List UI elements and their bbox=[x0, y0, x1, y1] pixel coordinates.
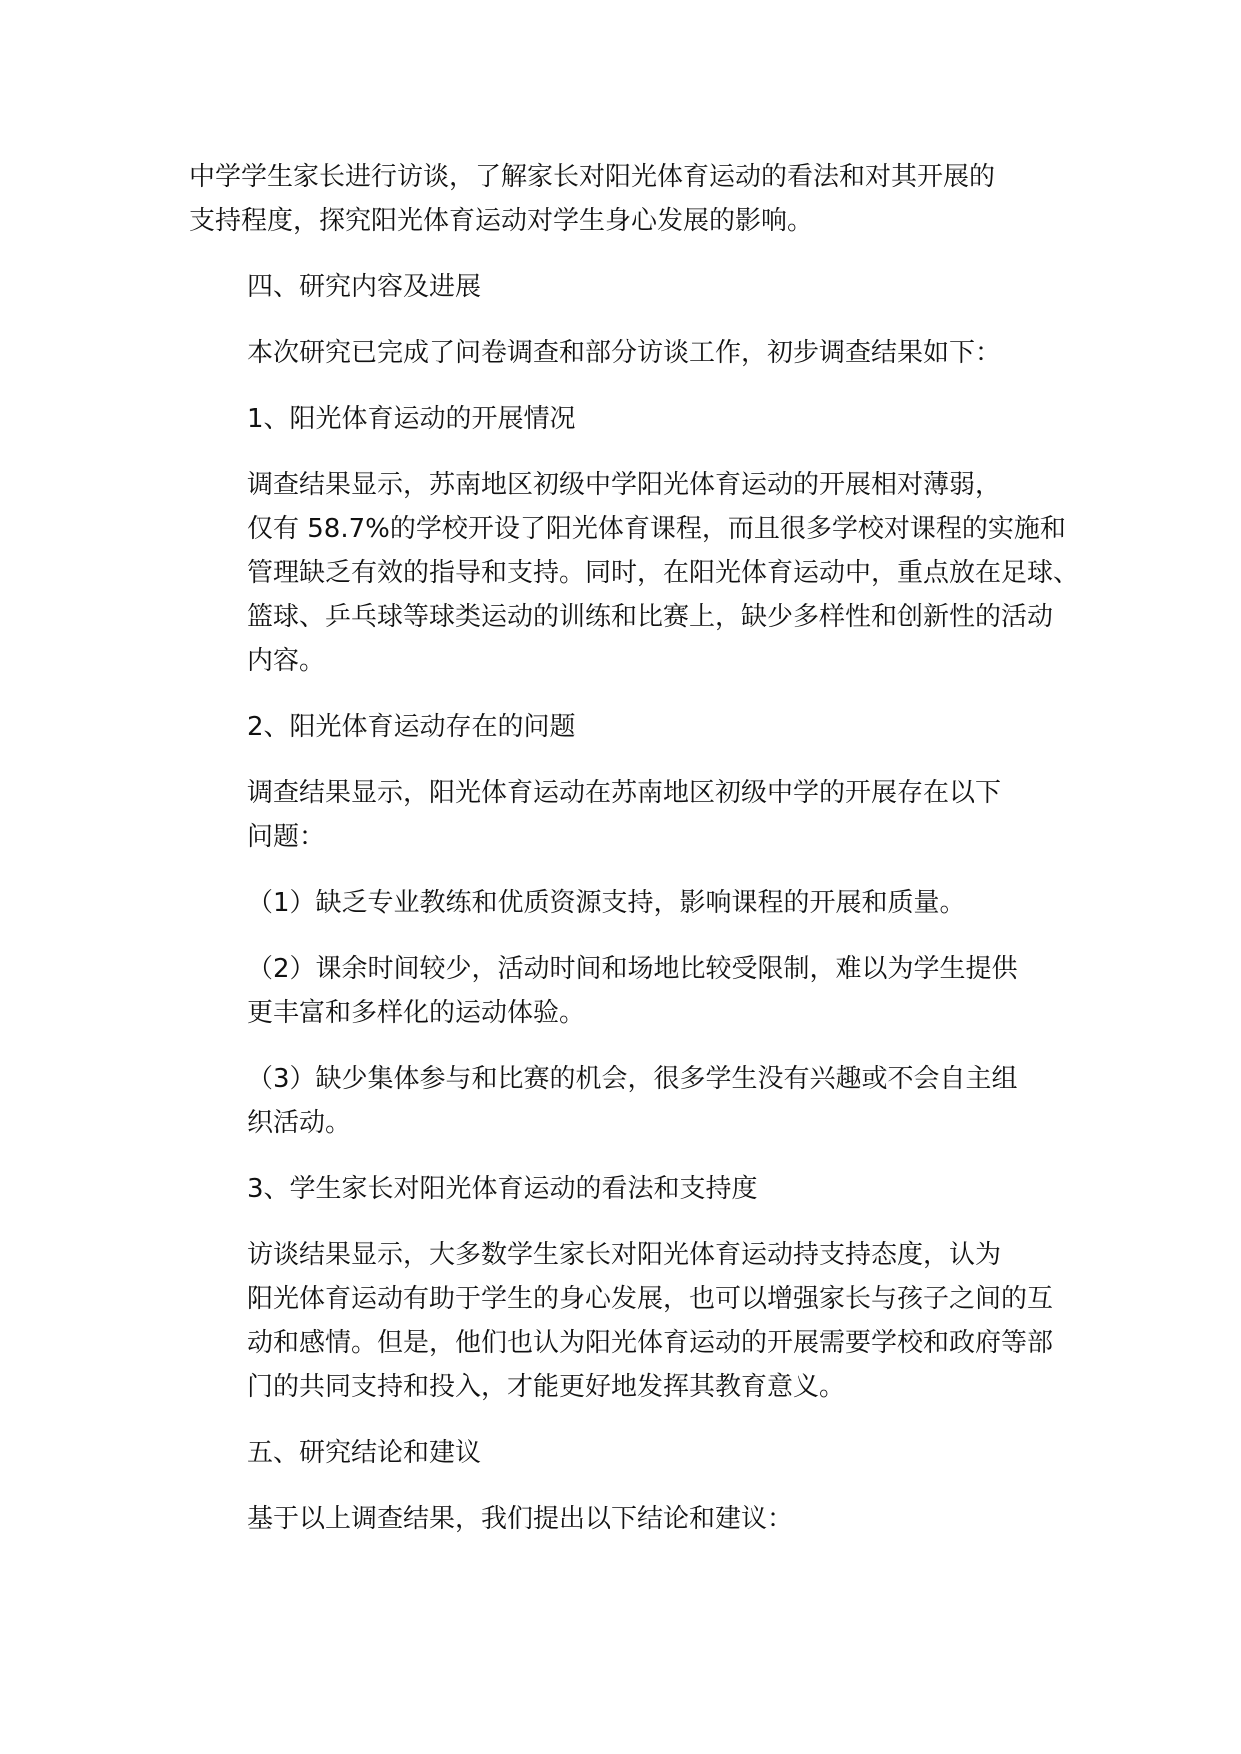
text-line: 2、阳光体育运动存在的问题 bbox=[247, 712, 576, 742]
text-line: 调查结果显示，阳光体育运动在苏南地区初级中学的开展存在以下 bbox=[247, 778, 1002, 808]
text-line: 织活动。 bbox=[247, 1108, 352, 1138]
text-line: 仅有 58.7%的学校开设了阳光体育课程，而且很多学校对课程的实施和 bbox=[247, 514, 1066, 544]
paragraph-issue-3 bbox=[189, 1057, 1069, 1145]
paragraph-sub-3-body bbox=[189, 1233, 1069, 1409]
text-line: 门的共同支持和投入，才能更好地发挥其教育意义。 bbox=[247, 1372, 846, 1402]
text-line: 调查结果显示，苏南地区初级中学阳光体育运动的开展相对薄弱， bbox=[247, 470, 1002, 500]
text-line: 内容。 bbox=[247, 646, 326, 676]
text-line: 动和感情。但是，他们也认为阳光体育运动的开展需要学校和政府等部 bbox=[247, 1328, 1054, 1358]
paragraph-sub-3 bbox=[189, 1167, 1069, 1211]
text-line: （2）课余时间较少，活动时间和场地比较受限制，难以为学生提供 bbox=[247, 954, 1018, 984]
text-line: 支持程度，探究阳光体育运动对学生身心发展的影响。 bbox=[189, 206, 814, 236]
text-line: 四、研究内容及进展 bbox=[247, 272, 482, 302]
text-line: 五、研究结论和建议 bbox=[247, 1438, 482, 1468]
text-line: 1、阳光体育运动的开展情况 bbox=[247, 404, 576, 434]
paragraph-heading-4 bbox=[189, 265, 1069, 309]
paragraph-heading-5 bbox=[189, 1431, 1069, 1475]
text-line: 更丰富和多样化的运动体验。 bbox=[247, 998, 586, 1028]
paragraph-sub-1 bbox=[189, 397, 1069, 441]
text-line: 本次研究已完成了问卷调查和部分访谈工作，初步调查结果如下： bbox=[247, 338, 1002, 368]
text-line: （3）缺少集体参与和比赛的机会，很多学生没有兴趣或不会自主组 bbox=[247, 1064, 1018, 1094]
paragraph-sub-2-body bbox=[189, 771, 1069, 859]
paragraph-sub-1-body bbox=[189, 463, 1080, 683]
text-line: 篮球、乒乓球等球类运动的训练和比赛上，缺少多样性和创新性的活动 bbox=[247, 602, 1054, 632]
text-line: 问题： bbox=[247, 822, 326, 852]
paragraph-conclusion-intro bbox=[189, 1497, 1069, 1541]
paragraph-progress bbox=[189, 331, 1069, 375]
text-line: 中学学生家长进行访谈，了解家长对阳光体育运动的看法和对其开展的 bbox=[189, 162, 996, 192]
paragraph-sub-2 bbox=[189, 705, 1069, 749]
paragraph-intro-cont bbox=[189, 155, 1069, 243]
document-body bbox=[189, 155, 1080, 1563]
text-line: 阳光体育运动有助于学生的身心发展，也可以增强家长与孩子之间的互 bbox=[247, 1284, 1054, 1314]
text-line: 管理缺乏有效的指导和支持。同时，在阳光体育运动中，重点放在足球、 bbox=[247, 558, 1080, 588]
paragraph-issue-2 bbox=[189, 947, 1069, 1035]
text-line: 3、学生家长对阳光体育运动的看法和支持度 bbox=[247, 1174, 758, 1204]
text-line: 访谈结果显示，大多数学生家长对阳光体育运动持支持态度，认为 bbox=[247, 1240, 1002, 1270]
text-line: 基于以上调查结果，我们提出以下结论和建议： bbox=[247, 1504, 794, 1534]
text-line: （1）缺乏专业教练和优质资源支持，影响课程的开展和质量。 bbox=[247, 888, 966, 918]
paragraph-issue-1 bbox=[189, 881, 1069, 925]
